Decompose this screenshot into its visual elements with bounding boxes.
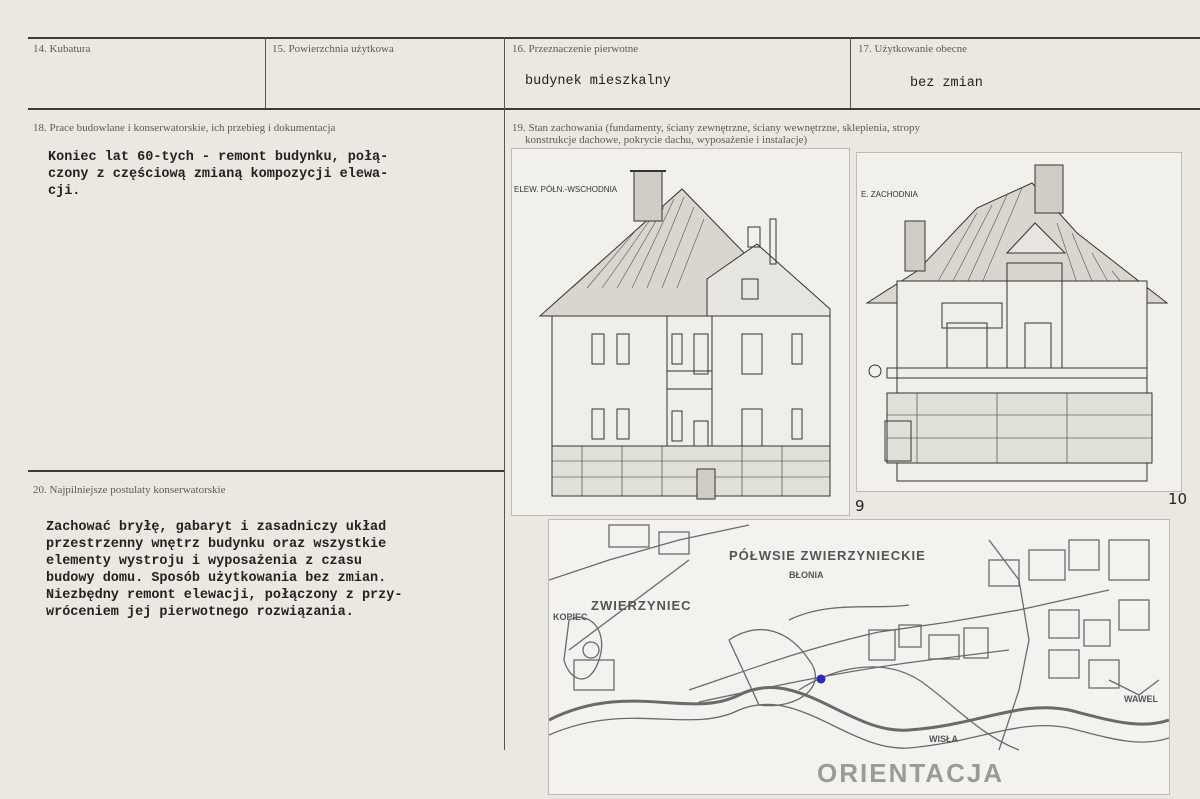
field-20-label: 20. Najpilniejsze postulaty konserwatorskie — [33, 484, 226, 496]
col-divider-3 — [850, 37, 851, 108]
field-14-label: 14. Kubatura — [33, 43, 91, 55]
col-divider-2 — [504, 37, 505, 750]
elevation-drawing-north-east — [512, 149, 849, 515]
map-title: ORIENTACJA — [817, 758, 1005, 788]
col-divider-1 — [265, 37, 266, 108]
orientation-map-drawing — [549, 520, 1169, 794]
map-label-polwsie: PÓŁWSIE ZWIERZYNIECKIE — [729, 548, 926, 563]
map-label-zwierzyniec: ZWIERZYNIEC — [591, 598, 692, 613]
field-19-label-cont: konstrukcje dachowe, pokrycie dachu, wyposażenie i instalacje) — [525, 134, 808, 146]
field-20-line: przestrzenny wnętrz budynku oraz wszystkie — [46, 537, 387, 552]
map-label-kopiec: KOPIEC — [553, 612, 588, 622]
field-20-line: Zachować bryłę, gabaryt i zasadniczy układ — [46, 520, 387, 535]
map-label-wisla: WISŁA — [929, 734, 958, 744]
field-19-label: 19. Stan zachowania (fundamenty, ściany zewnętrzne, ściany wewnętrzne, sklepienia, stropy — [512, 122, 920, 134]
rule-after-row1 — [28, 108, 1200, 110]
field-18-line: czony z częściową zmianą kompozycji elewa- — [48, 167, 389, 182]
field-15-label: 15. Powierzchnia użytkowa — [272, 43, 394, 55]
field-20-line: budowy domu. Sposób użytkowania bez zmian. — [46, 571, 387, 586]
elevation-photo-9 — [511, 148, 850, 516]
elevation-drawing-west — [857, 153, 1181, 491]
field-20-line: Niezbędny remont elewacji, połączony z przy- — [46, 588, 403, 603]
elevation-photo-10 — [856, 152, 1182, 492]
field-17-label: 17. Użytkowanie obecne — [858, 43, 968, 55]
field-18-line: cji. — [48, 184, 81, 199]
photo-10-number: 10 — [1168, 490, 1188, 508]
field-16-label: 16. Przeznaczenie pierwotne — [512, 43, 639, 55]
photo-10-caption: E. ZACHODNIA — [861, 190, 918, 199]
location-marker — [817, 675, 826, 684]
top-rule — [28, 37, 1200, 39]
field-16-value: budynek mieszkalny — [525, 74, 671, 89]
field-17-value: bez zmian — [910, 76, 983, 91]
rule-after-row2 — [28, 470, 504, 472]
photo-9-number: 9 — [855, 497, 865, 515]
field-18-label: 18. Prace budowlane i konserwatorskie, ich przebieg i dokumentacja — [33, 122, 336, 134]
field-20-line: elementy wystroju i wyposażenia z czasu — [46, 554, 362, 569]
field-18-line: Koniec lat 60-tych - remont budynku, połą- — [48, 150, 389, 165]
orientation-map — [548, 519, 1170, 795]
photo-9-caption: ELEW. PÓŁN.-WSCHODNIA — [514, 185, 618, 194]
field-20-line: wróceniem jej pierwotnego rozwiązania. — [46, 605, 354, 620]
map-label-wawel: WAWEL — [1124, 694, 1158, 704]
map-label-blonia: BŁONIA — [789, 570, 824, 580]
